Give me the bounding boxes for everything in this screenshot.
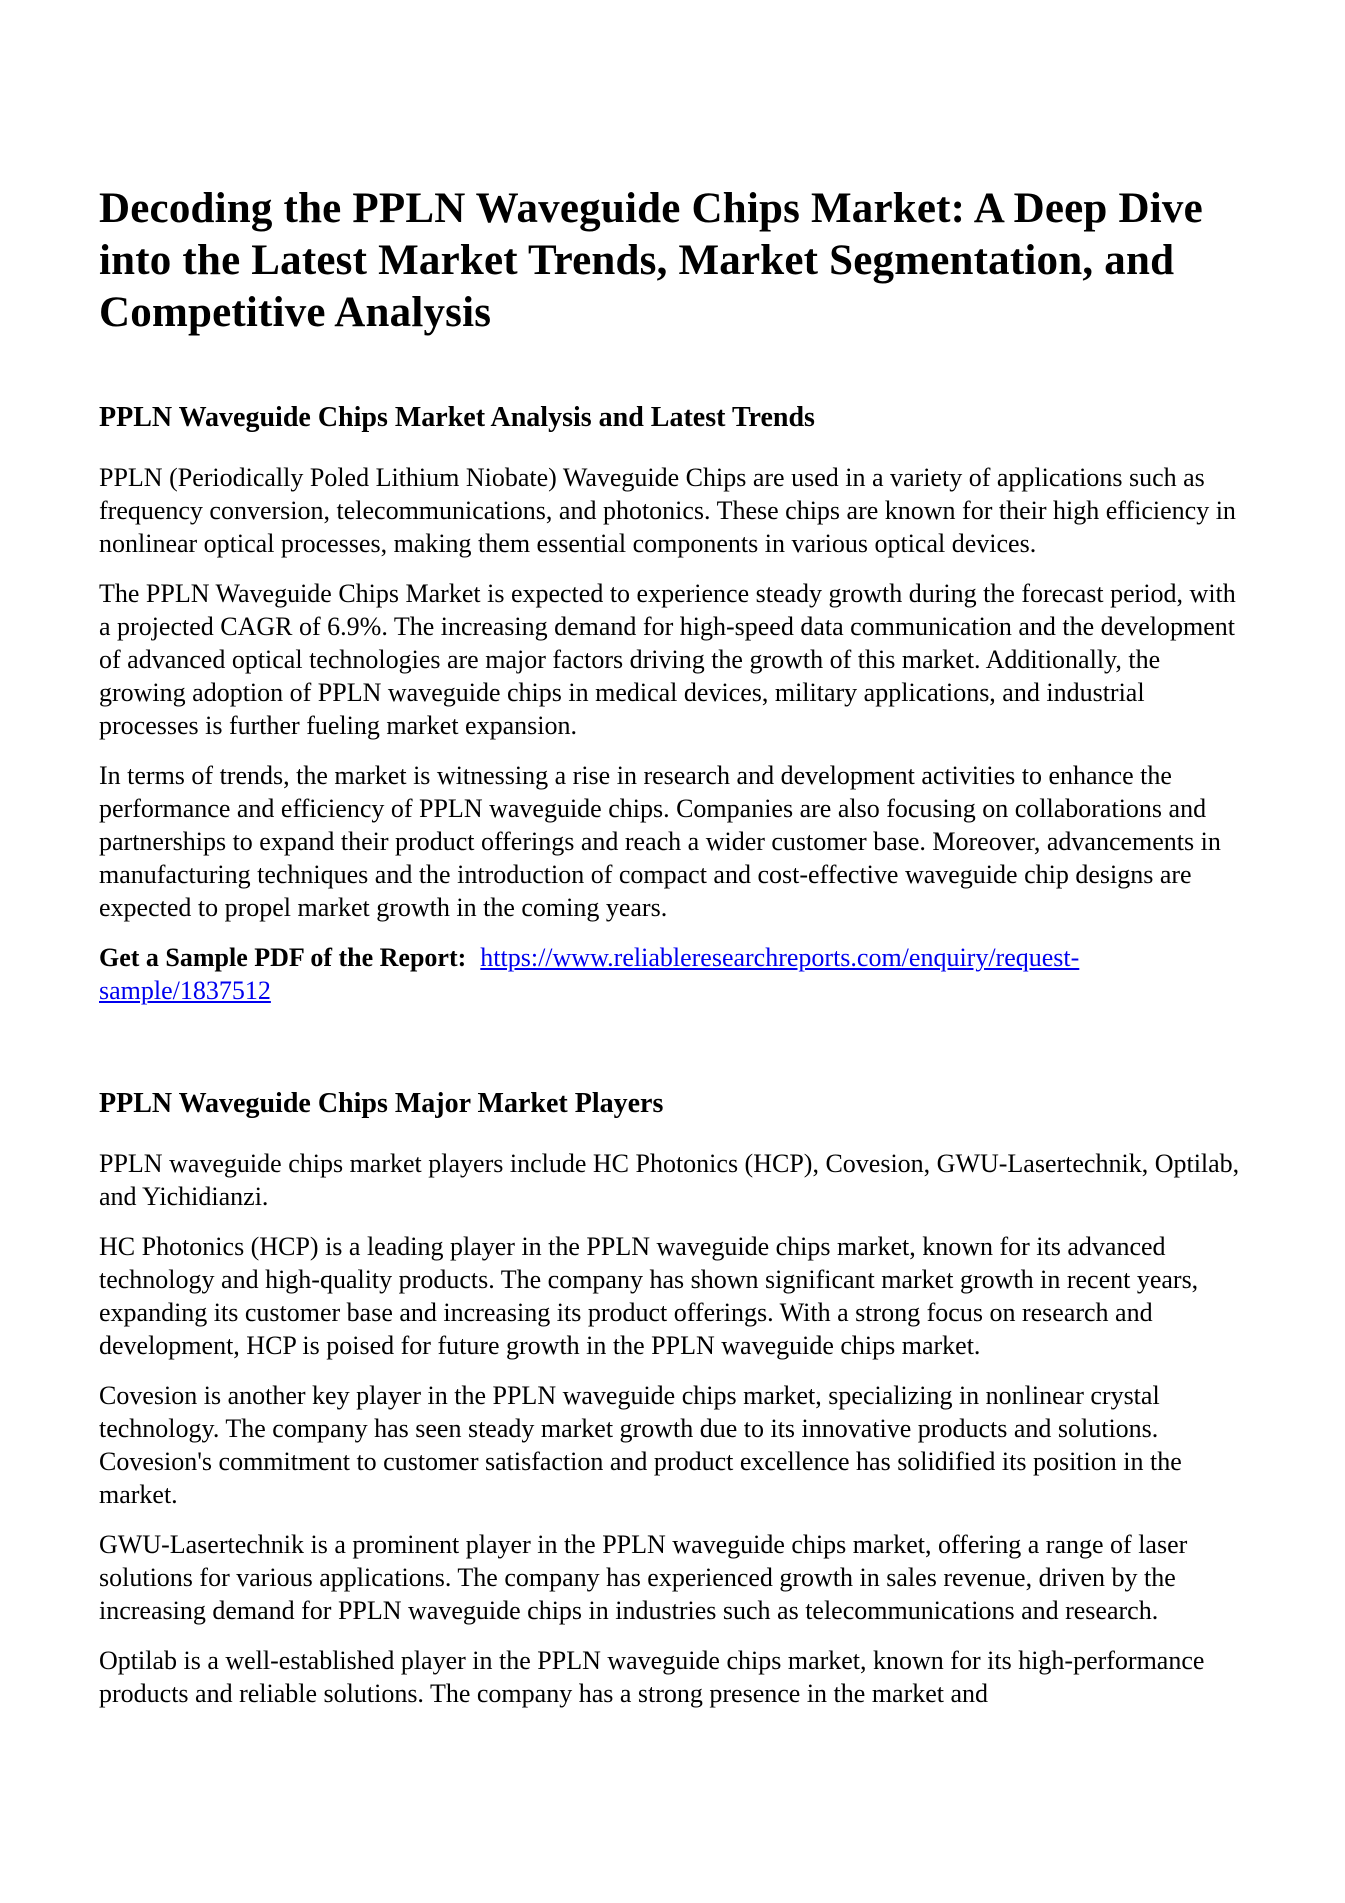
intro-paragraph-growth: The PPLN Waveguide Chips Market is expected to experience steady growth during the forecast period, with a projected CAGR of 6.9%. The increasing demand for high-speed data communication and the development of advanced optical technologies are major factors driving the growth of this market. Additionally, the growing adoption of PPLN waveguide chips in medical devices, military applications, and industrial processes is further fueling market expansion. (99, 579, 1236, 740)
players-paragraph-gwu: GWU-Lasertechnik is a prominent player in the PPLN waveguide chips market, offering a range of laser solutions for various applications. The company has experienced growth in sales revenue, driven by the increasing demand for PPLN waveguide chips in industries such as telecommunications and research. (99, 1530, 1188, 1625)
article-title: Decoding the PPLN Waveguide Chips Market: A Deep Dive into the Latest Market Trends, Market Segmentation, and Competitive Analysis (99, 185, 1203, 336)
sample-pdf-line (99, 941, 1247, 1007)
players-paragraph-optilab: Optilab is a well-established player in the PPLN waveguide chips market, known for its high-performance products and reliable solutions. The company has a strong presence in the market and (99, 1646, 1205, 1708)
players-paragraph-hc-photonics: HC Photonics (HCP) is a leading player in the PPLN waveguide chips market, known for its advanced technology and high-quality products. The company has shown significant market growth in recent years, expanding its customer base and increasing its product offerings. With a strong focus on research and development, HCP is poised for future growth in the PPLN waveguide chips market. (99, 1232, 1199, 1360)
intro-paragraph-trends: In terms of trends, the market is witnessing a rise in research and development activities to enhance the performance and efficiency of PPLN waveguide chips. Companies are also focusing on collaborations and partnerships to expand their product offerings and reach a wider customer base. Moreover, advancements in manufacturing techniques and the introduction of compact and cost-effective waveguide chip designs are expected to propel market growth in the coming years. (99, 761, 1221, 922)
section-heading-market-analysis: PPLN Waveguide Chips Market Analysis and Latest Trends (99, 402, 815, 433)
players-paragraph-covesion: Covesion is another key player in the PPLN waveguide chips market, specializing in nonlinear crystal technology. The company has seen steady market growth due to its innovative products and solutions. Covesion's commitment to customer satisfaction and product excellence has solidified its position in the market. (99, 1381, 1182, 1509)
intro-paragraph-overview: PPLN (Periodically Poled Lithium Niobate) Waveguide Chips are used in a variety of applications such as frequency conversion, telecommunications, and photonics. These chips are known for their high efficiency in nonlinear optical processes, making them essential components in various optical devices. (99, 463, 1236, 558)
section-heading-major-players: PPLN Waveguide Chips Major Market Players (99, 1088, 664, 1119)
sample-pdf-link[interactable]: https://www.reliableresearchreports.com/enquiry/request-sample/1837512 (99, 943, 1080, 1005)
sample-pdf-label: Get a Sample PDF of the Report: (99, 943, 467, 972)
players-paragraph-list: PPLN waveguide chips market players include HC Photonics (HCP), Covesion, GWU-Lasertechnik, Optilab, and Yichidianzi. (99, 1149, 1240, 1211)
